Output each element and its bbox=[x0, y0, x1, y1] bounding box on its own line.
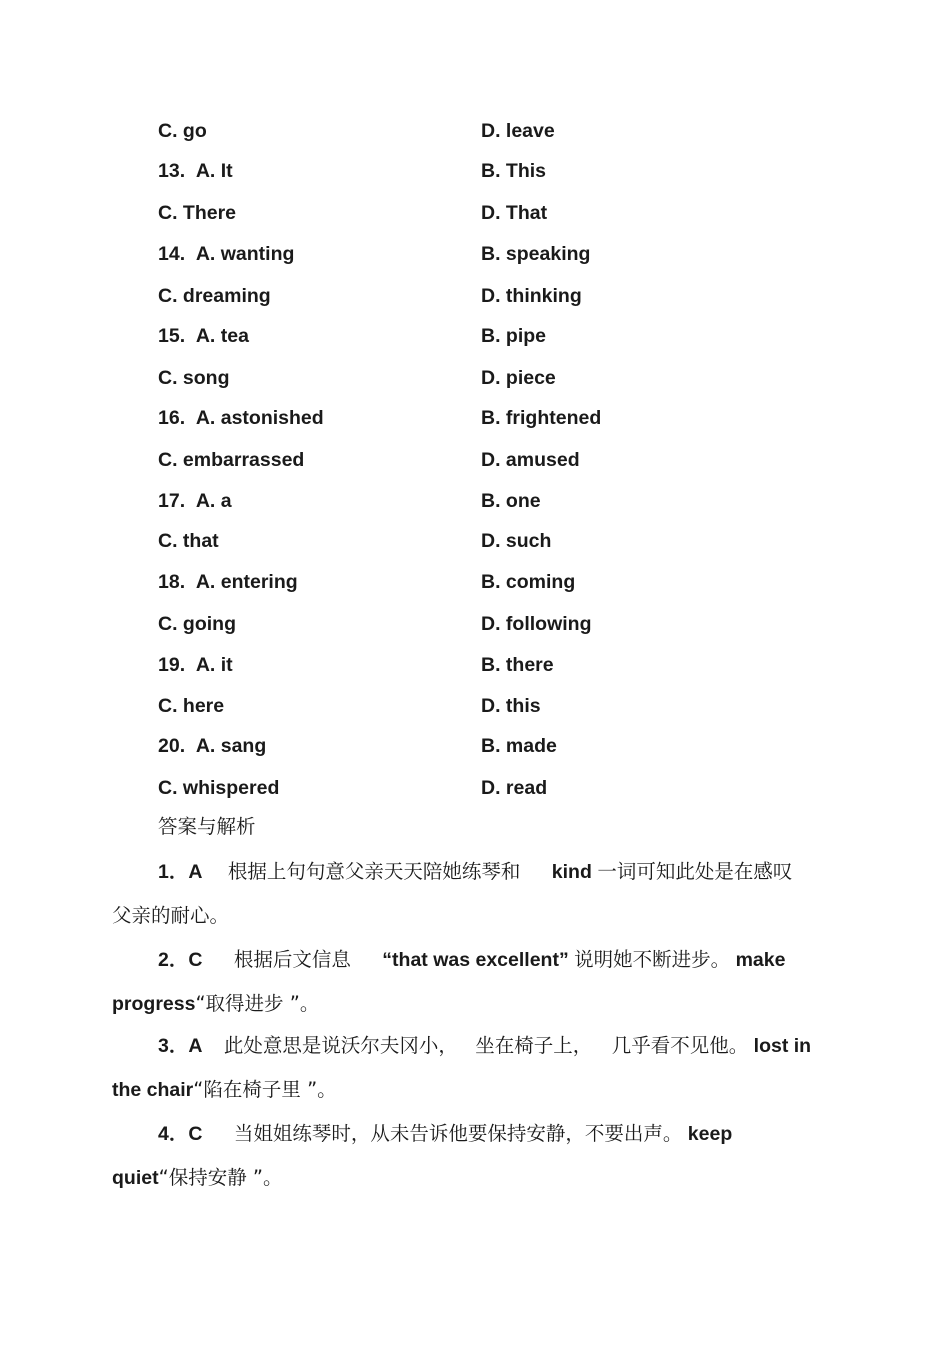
option-left bbox=[158, 445, 304, 475]
option-row bbox=[158, 363, 858, 393]
option-left bbox=[158, 650, 233, 680]
option-row bbox=[158, 198, 858, 228]
option-left bbox=[158, 526, 219, 556]
option-right: D. thinking bbox=[481, 285, 582, 307]
option-left bbox=[158, 156, 233, 186]
option-left bbox=[158, 731, 266, 761]
option-row bbox=[158, 116, 858, 146]
option-right: D. That bbox=[481, 202, 548, 224]
question-number: 17. bbox=[158, 490, 186, 512]
option-right: D. leave bbox=[481, 120, 555, 142]
answer-text: 几乎看不见他。 bbox=[611, 1034, 749, 1057]
option-text: C. embarrassed bbox=[158, 449, 305, 471]
option-row bbox=[158, 773, 858, 803]
option-text: A. it bbox=[195, 654, 233, 676]
option-right: B. coming bbox=[481, 571, 576, 593]
option-right: B. pipe bbox=[481, 325, 547, 347]
answer-text: “陷在椅子里 ”。 bbox=[193, 1078, 337, 1101]
answer-text: 一词可知此处是在感叹 bbox=[597, 860, 793, 883]
option-left bbox=[158, 281, 271, 311]
option-left bbox=[158, 321, 249, 351]
option-row bbox=[158, 156, 858, 186]
option-text: C. that bbox=[158, 530, 219, 552]
answer-text: 根据后文信息 bbox=[233, 948, 351, 971]
option-text: A. tea bbox=[195, 325, 249, 347]
option-left bbox=[158, 486, 232, 516]
option-row bbox=[158, 445, 858, 475]
question-number: 13. bbox=[158, 160, 186, 182]
answer-text: 根据上句句意父亲天天陪她练琴和 bbox=[227, 860, 521, 883]
option-text: C. here bbox=[158, 695, 225, 717]
option-left bbox=[158, 567, 298, 597]
answer-term: the chair bbox=[112, 1079, 194, 1101]
option-left bbox=[158, 403, 324, 433]
answer-text: 父亲的耐心。 bbox=[112, 904, 230, 927]
option-right: D. piece bbox=[481, 367, 556, 389]
option-text: C. song bbox=[158, 367, 230, 389]
option-right: B. This bbox=[481, 160, 547, 182]
answer-quote: “that was excellent” bbox=[382, 949, 569, 971]
option-left bbox=[158, 239, 294, 269]
option-right: B. one bbox=[481, 490, 541, 512]
option-row bbox=[158, 567, 858, 597]
answer-term: quiet bbox=[112, 1167, 159, 1189]
question-number: 14. bbox=[158, 243, 186, 265]
answer-text: 说明她不断进步。 bbox=[574, 948, 731, 971]
answer-1 bbox=[112, 850, 840, 938]
option-left bbox=[158, 116, 207, 146]
option-text: A. astonished bbox=[195, 407, 324, 429]
option-right: D. such bbox=[481, 530, 552, 552]
answers-heading: 答案与解析 bbox=[158, 815, 256, 838]
question-number: 20. bbox=[158, 735, 186, 757]
option-text: A. It bbox=[195, 160, 233, 182]
answer-key: 2．C bbox=[158, 949, 203, 971]
option-text: C. There bbox=[158, 202, 237, 224]
option-text: A. sang bbox=[195, 735, 267, 757]
question-number: 18. bbox=[158, 571, 186, 593]
option-row bbox=[158, 650, 858, 680]
option-right: D. following bbox=[481, 613, 592, 635]
option-text: A. a bbox=[195, 490, 232, 512]
option-left bbox=[158, 363, 230, 393]
answer-term: kind bbox=[551, 861, 592, 883]
answer-text: 坐在椅子上， bbox=[475, 1034, 593, 1057]
option-text: C. go bbox=[158, 120, 207, 142]
option-row bbox=[158, 239, 858, 269]
answer-4 bbox=[112, 1112, 840, 1200]
answer-text: 此处意思是说沃尔夫冈小， bbox=[223, 1034, 458, 1057]
option-row bbox=[158, 281, 858, 311]
answer-term: make bbox=[735, 949, 786, 971]
question-number: 15. bbox=[158, 325, 186, 347]
answer-text: “保持安静 ”。 bbox=[158, 1166, 283, 1189]
option-right: D. amused bbox=[481, 449, 580, 471]
option-text: A. entering bbox=[195, 571, 298, 593]
option-row bbox=[158, 609, 858, 639]
option-row bbox=[158, 526, 858, 556]
option-row bbox=[158, 486, 858, 516]
option-row bbox=[158, 731, 858, 761]
option-right: D. this bbox=[481, 695, 541, 717]
option-text: C. dreaming bbox=[158, 285, 271, 307]
answer-term: keep bbox=[687, 1123, 733, 1145]
answer-text: 当姐姐练琴时，从未告诉他要保持安静，不要出声。 bbox=[233, 1122, 683, 1145]
option-left bbox=[158, 773, 279, 803]
option-text: C. going bbox=[158, 613, 236, 635]
option-row bbox=[158, 691, 858, 721]
option-left bbox=[158, 198, 236, 228]
question-number: 16. bbox=[158, 407, 186, 429]
option-text: A. wanting bbox=[195, 243, 295, 265]
answer-term: progress bbox=[112, 993, 196, 1015]
answer-key: 1．A bbox=[158, 861, 203, 883]
option-row bbox=[158, 321, 858, 351]
option-right: B. speaking bbox=[481, 243, 591, 265]
option-left bbox=[158, 609, 236, 639]
option-right: B. there bbox=[481, 654, 554, 676]
option-text: C. whispered bbox=[158, 777, 280, 799]
option-right: B. made bbox=[481, 735, 557, 757]
option-row bbox=[158, 403, 858, 433]
option-right: D. read bbox=[481, 777, 548, 799]
answer-3 bbox=[112, 1024, 840, 1112]
answer-text: “取得进步 ”。 bbox=[195, 992, 320, 1015]
answer-term: lost in bbox=[753, 1035, 812, 1057]
answer-key: 4．C bbox=[158, 1123, 203, 1145]
option-right: B. frightened bbox=[481, 407, 602, 429]
option-left bbox=[158, 691, 224, 721]
answer-2 bbox=[112, 938, 840, 1026]
question-number: 19. bbox=[158, 654, 186, 676]
answer-key: 3．A bbox=[158, 1035, 203, 1057]
